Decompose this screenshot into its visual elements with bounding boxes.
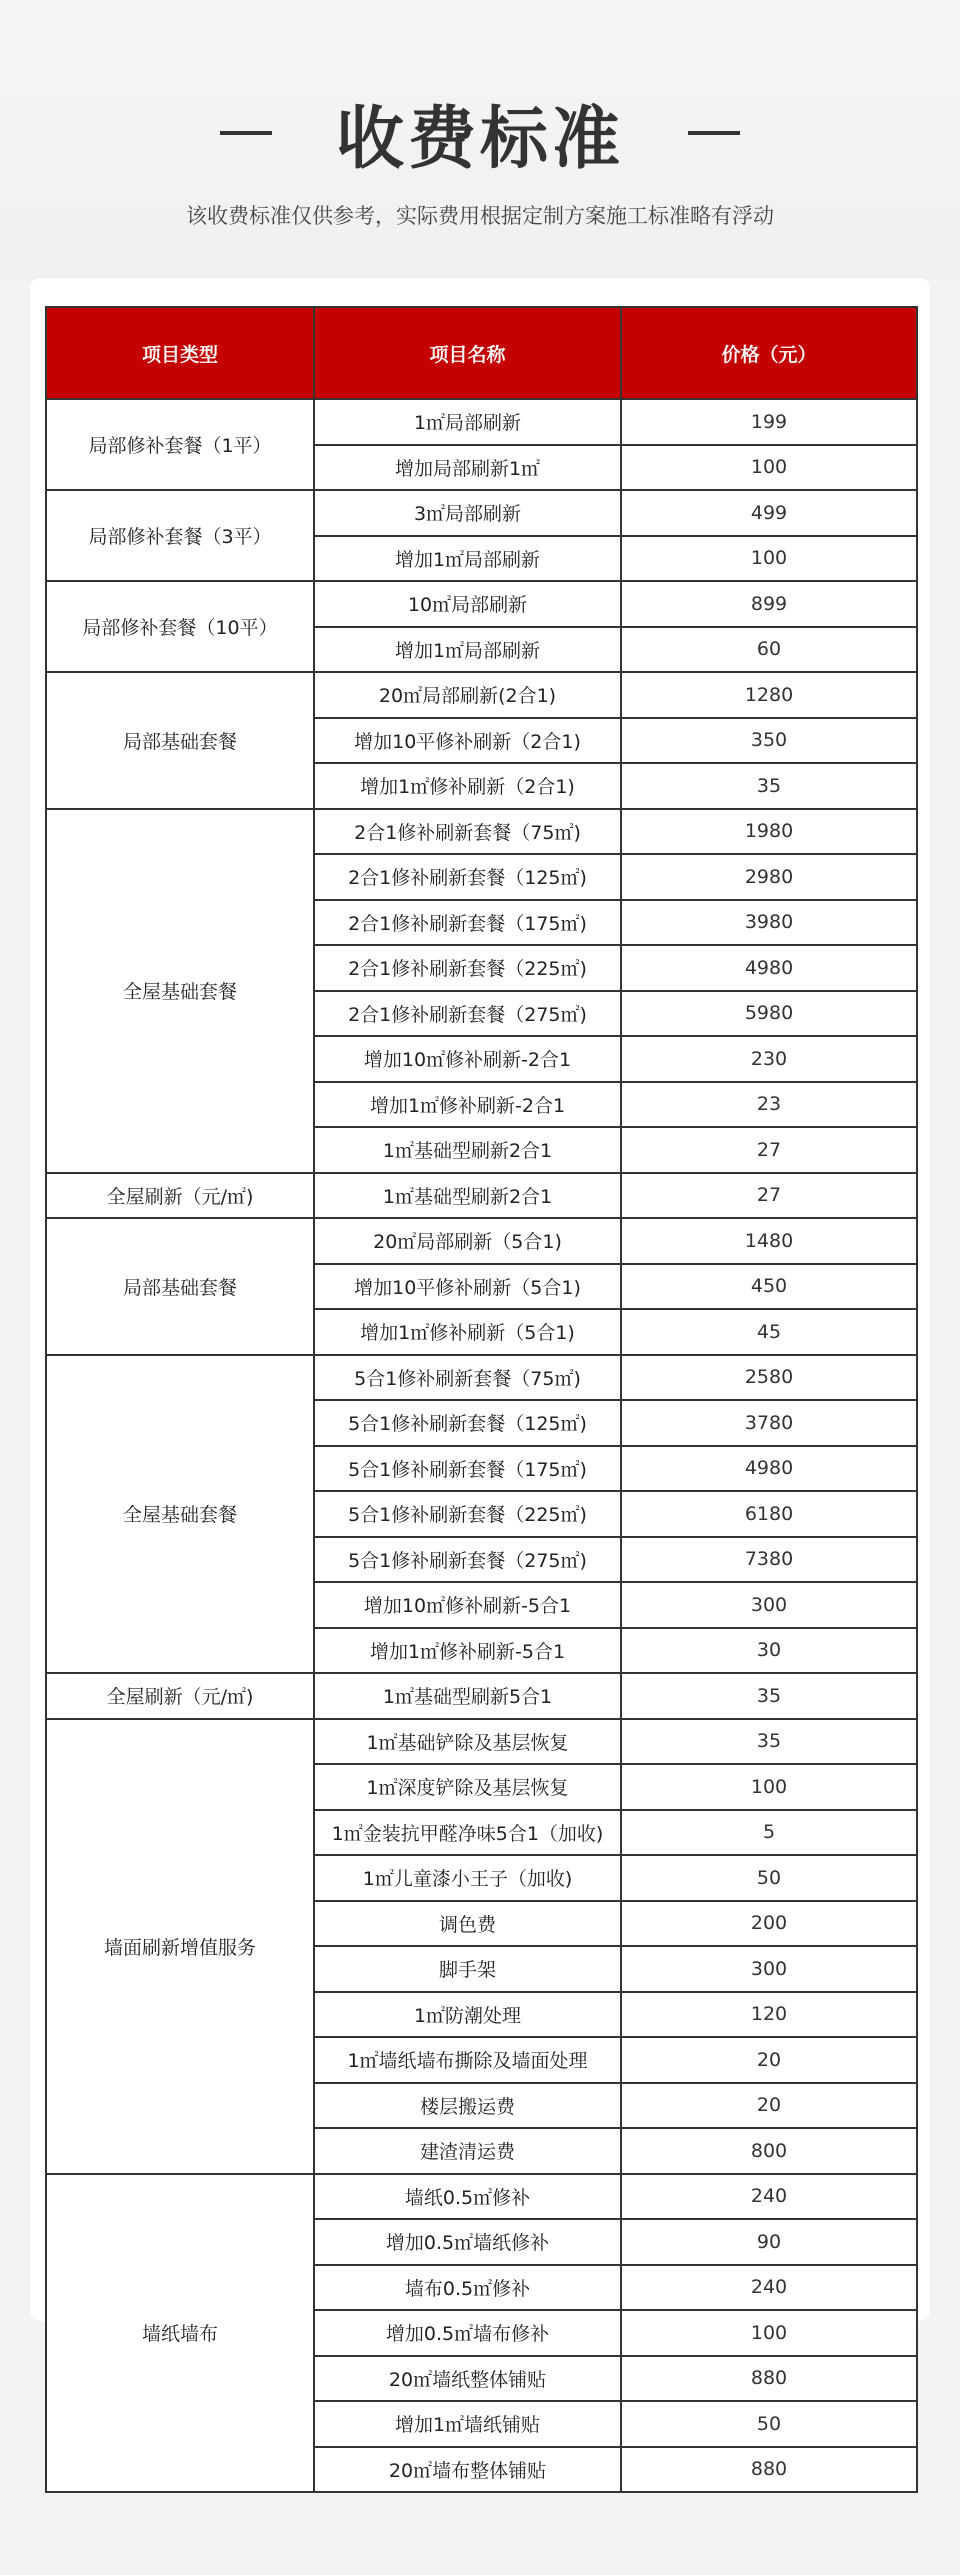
item-price-cell: 1280 [621,672,917,718]
item-name-cell: 2合1修补刷新套餐（225㎡) [314,945,621,991]
page-header [0,0,960,280]
column-header-price: 价格（元） [621,307,917,399]
category-cell: 局部基础套餐 [46,1218,314,1355]
item-price-cell: 350 [621,718,917,764]
item-name-cell: 增加0.5㎡墙布修补 [314,2310,621,2356]
item-name-cell: 2合1修补刷新套餐（275㎡) [314,991,621,1037]
table-row [46,490,917,536]
item-price-cell: 200 [621,1901,917,1947]
item-name-cell: 10㎡局部刷新 [314,581,621,627]
item-name-cell: 2合1修补刷新套餐（75㎡) [314,809,621,855]
item-price-cell: 3980 [621,900,917,946]
item-name-cell: 2合1修补刷新套餐（125㎡) [314,854,621,900]
item-price-cell: 6180 [621,1491,917,1537]
table-row [46,1719,917,1765]
table-row [46,1355,917,1401]
category-cell: 墙纸墙布 [46,2174,314,2493]
item-name-cell: 增加1㎡修补刷新-5合1 [314,1628,621,1674]
item-name-cell: 2合1修补刷新套餐（175㎡) [314,900,621,946]
item-price-cell: 100 [621,536,917,582]
item-price-cell: 1980 [621,809,917,855]
item-price-cell: 300 [621,1946,917,1992]
item-price-cell: 100 [621,445,917,491]
title-row [0,88,960,178]
item-name-cell: 调色费 [314,1901,621,1947]
table-header-row [46,307,917,399]
title-dash-right [688,131,740,135]
item-name-cell: 墙纸0.5㎡修补 [314,2174,621,2220]
item-price-cell: 50 [621,2401,917,2447]
category-cell: 全屋刷新（元/㎡) [46,1173,314,1219]
item-price-cell: 880 [621,2447,917,2493]
item-name-cell: 1㎡局部刷新 [314,399,621,445]
item-price-cell: 90 [621,2219,917,2265]
item-name-cell: 1㎡金装抗甲醛净味5合1（加收) [314,1810,621,1856]
category-cell: 局部基础套餐 [46,672,314,809]
column-header-name: 项目名称 [314,307,621,399]
item-price-cell: 35 [621,1719,917,1765]
item-name-cell: 5合1修补刷新套餐（175㎡) [314,1446,621,1492]
item-name-cell: 1㎡基础型刷新2合1 [314,1127,621,1173]
item-name-cell: 增加1㎡修补刷新（5合1) [314,1309,621,1355]
column-header-type: 项目类型 [46,307,314,399]
item-price-cell: 240 [621,2265,917,2311]
table-row [46,1173,917,1219]
item-name-cell: 1㎡基础铲除及基层恢复 [314,1719,621,1765]
item-name-cell: 增加10平修补刷新（2合1) [314,718,621,764]
table-row [46,809,917,855]
item-name-cell: 20㎡墙布整体铺贴 [314,2447,621,2493]
item-name-cell: 增加1㎡墙纸铺贴 [314,2401,621,2447]
item-name-cell: 增加1㎡修补刷新（2合1) [314,763,621,809]
item-name-cell: 20㎡局部刷新(2合1) [314,672,621,718]
item-price-cell: 4980 [621,945,917,991]
item-name-cell: 5合1修补刷新套餐（225㎡) [314,1491,621,1537]
item-price-cell: 899 [621,581,917,627]
item-name-cell: 墙布0.5㎡修补 [314,2265,621,2311]
item-name-cell: 增加1㎡修补刷新-2合1 [314,1082,621,1128]
item-price-cell: 100 [621,1764,917,1810]
item-name-cell: 5合1修补刷新套餐（275㎡) [314,1537,621,1583]
table-row [46,672,917,718]
item-price-cell: 120 [621,1992,917,2038]
item-price-cell: 20 [621,2083,917,2129]
item-name-cell: 增加局部刷新1㎡ [314,445,621,491]
category-cell: 全屋基础套餐 [46,809,314,1173]
item-price-cell: 23 [621,1082,917,1128]
item-name-cell: 楼层搬运费 [314,2083,621,2129]
item-price-cell: 20 [621,2037,917,2083]
category-cell: 全屋刷新（元/㎡) [46,1673,314,1719]
item-price-cell: 4980 [621,1446,917,1492]
item-name-cell: 增加1㎡局部刷新 [314,536,621,582]
item-price-cell: 880 [621,2356,917,2402]
item-name-cell: 建渣清运费 [314,2128,621,2174]
item-price-cell: 300 [621,1582,917,1628]
category-cell: 全屋基础套餐 [46,1355,314,1674]
item-price-cell: 60 [621,627,917,673]
item-name-cell: 20㎡局部刷新（5合1) [314,1218,621,1264]
table-row [46,2174,917,2220]
item-price-cell: 100 [621,2310,917,2356]
item-price-cell: 45 [621,1309,917,1355]
item-name-cell: 增加10平修补刷新（5合1) [314,1264,621,1310]
item-name-cell: 3㎡局部刷新 [314,490,621,536]
item-name-cell: 1㎡儿童漆小王子（加收) [314,1855,621,1901]
category-cell: 墙面刷新增值服务 [46,1719,314,2174]
item-price-cell: 30 [621,1628,917,1674]
item-price-cell: 5 [621,1810,917,1856]
item-price-cell: 1480 [621,1218,917,1264]
table-row [46,1218,917,1264]
item-name-cell: 增加10㎡修补刷新-2合1 [314,1036,621,1082]
item-name-cell: 5合1修补刷新套餐（125㎡) [314,1400,621,1446]
item-price-cell: 50 [621,1855,917,1901]
table-row [46,581,917,627]
item-price-cell: 199 [621,399,917,445]
table-row [46,1673,917,1719]
item-price-cell: 230 [621,1036,917,1082]
item-price-cell: 5980 [621,991,917,1037]
item-price-cell: 450 [621,1264,917,1310]
item-name-cell: 1㎡深度铲除及基层恢复 [314,1764,621,1810]
item-name-cell: 1㎡基础型刷新5合1 [314,1673,621,1719]
category-cell: 局部修补套餐（1平） [46,399,314,490]
item-price-cell: 27 [621,1173,917,1219]
category-cell: 局部修补套餐（10平） [46,581,314,672]
item-price-cell: 7380 [621,1537,917,1583]
item-name-cell: 脚手架 [314,1946,621,1992]
item-price-cell: 499 [621,490,917,536]
item-price-cell: 35 [621,1673,917,1719]
item-name-cell: 1㎡墙纸墙布撕除及墙面处理 [314,2037,621,2083]
table-body [46,399,917,2492]
item-price-cell: 27 [621,1127,917,1173]
page-title: 收费标准 [335,99,624,179]
item-name-cell: 增加10㎡修补刷新-5合1 [314,1582,621,1628]
item-name-cell: 1㎡基础型刷新2合1 [314,1173,621,1219]
item-price-cell: 3780 [621,1400,917,1446]
item-name-cell: 20㎡墙纸整体铺贴 [314,2356,621,2402]
price-table [45,306,918,2493]
item-price-cell: 2580 [621,1355,917,1401]
page-subtitle: 该收费标准仅供参考，实际费用根据定制方案施工标准略有浮动 [186,204,774,228]
table-row [46,399,917,445]
item-price-cell: 800 [621,2128,917,2174]
item-price-cell: 2980 [621,854,917,900]
category-cell: 局部修补套餐（3平） [46,490,314,581]
item-price-cell: 240 [621,2174,917,2220]
item-name-cell: 增加1㎡局部刷新 [314,627,621,673]
item-name-cell: 增加0.5㎡墙纸修补 [314,2219,621,2265]
title-dash-left [220,131,272,135]
item-name-cell: 1㎡防潮处理 [314,1992,621,2038]
item-name-cell: 5合1修补刷新套餐（75㎡) [314,1355,621,1401]
item-price-cell: 35 [621,763,917,809]
